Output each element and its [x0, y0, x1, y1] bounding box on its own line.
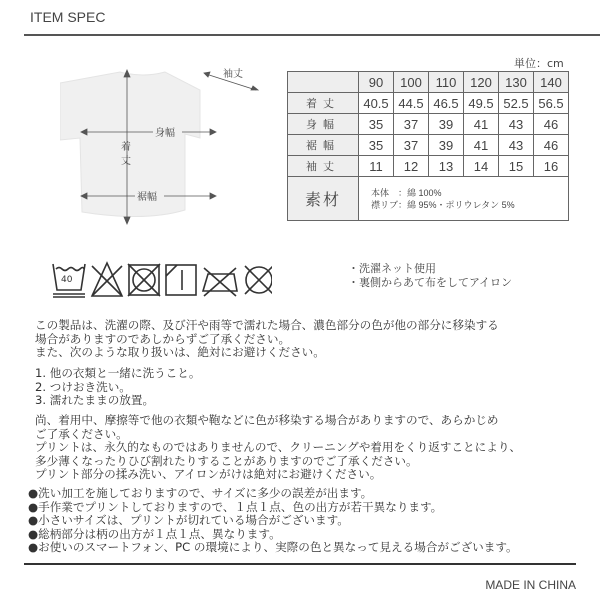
table-row: 袖丈 11 12 13 14 15 16	[288, 156, 569, 177]
size-header: 140	[534, 72, 569, 93]
material-rib: 襟リブ：綿 95%・ポリウレタン 5%	[371, 199, 515, 210]
size-table	[287, 71, 569, 221]
care-symbols	[52, 260, 272, 300]
care-notes: ・洗濯ネット使用 ・裏側からあて布をしてアイロン	[348, 262, 513, 289]
size-header: 90	[359, 72, 394, 93]
caution-paragraph: この製品は、洗濯の際、及び汗や雨等で濡れた場合、濃色部分の色が他の部分に移染する 場合がありますのであしからずご了承ください。 また、次のような取り扱いは、絶対にお避けください。	[35, 318, 499, 359]
divider	[24, 34, 600, 36]
length-label-2: 丈	[121, 156, 131, 167]
no-iron-icon	[203, 268, 237, 296]
chest-label: 身幅	[155, 128, 175, 139]
material-body: 本体 ：綿 100%	[371, 187, 442, 198]
unit-label: 単位：cm	[514, 57, 564, 70]
tshirt-diagram	[60, 50, 280, 230]
table-row: 着丈 40.5 44.5 46.5 49.5 52.5 56.5	[288, 93, 569, 114]
wash-temp-label: 40	[61, 275, 73, 285]
no-bleach-icon	[92, 263, 122, 296]
hem-label: 裾幅	[137, 192, 157, 203]
section-title: ITEM SPEC	[30, 9, 106, 25]
size-header: 130	[499, 72, 534, 93]
footer-divider	[24, 563, 576, 565]
no-dry-clean-icon	[245, 266, 272, 294]
notice-bullets: ●洗い加工を施しておりますので、サイズに多少の誤差が出ます。 ●手作業でプリントしておりますので、１点１点、色の出方が若干異なります。 ●小さいサイズは、プリントが切れている場合がございます。 ●総柄部分は柄の出方が１点１点、異なります。 ●お使いのスマートフォン、PC の環境により、実際の色と異なって見える場合がございます。	[28, 486, 518, 554]
size-header: 110	[429, 72, 464, 93]
no-tumble-dry-icon	[128, 264, 160, 296]
line-dry-shade-icon	[166, 265, 196, 295]
prohibited-list: 1. 他の衣類と一緒に洗うこと。 2. つけおき洗い。 3. 濡れたままの放置。	[35, 366, 201, 407]
material-row: 素材 本体 ：綿 100% 襟リブ：綿 95%・ポリウレタン 5%	[288, 177, 569, 221]
length-label-1: 着	[121, 142, 131, 153]
table-row: 裾幅 35 37 39 41 43 46	[288, 135, 569, 156]
sleeve-label: 袖丈	[223, 69, 243, 80]
size-header: 100	[394, 72, 429, 93]
table-row: 身幅 35 37 39 41 43 46	[288, 114, 569, 135]
origin-label: MADE IN CHINA	[485, 578, 576, 592]
print-notice-paragraph: 尚、着用中、摩擦等で他の衣類や鞄などに色が移染する場合がありますので、あらかじめ ご了承ください。 プリントは、永久的なものではありませんので、クリーニングや着用をくり返すことにより、 多少薄くなったりひび割れたりすることがありますのでご了承ください。 プリント部分の揉み洗い、アイロンがけは絶対にお避けください。	[35, 413, 522, 481]
size-header: 120	[464, 72, 499, 93]
